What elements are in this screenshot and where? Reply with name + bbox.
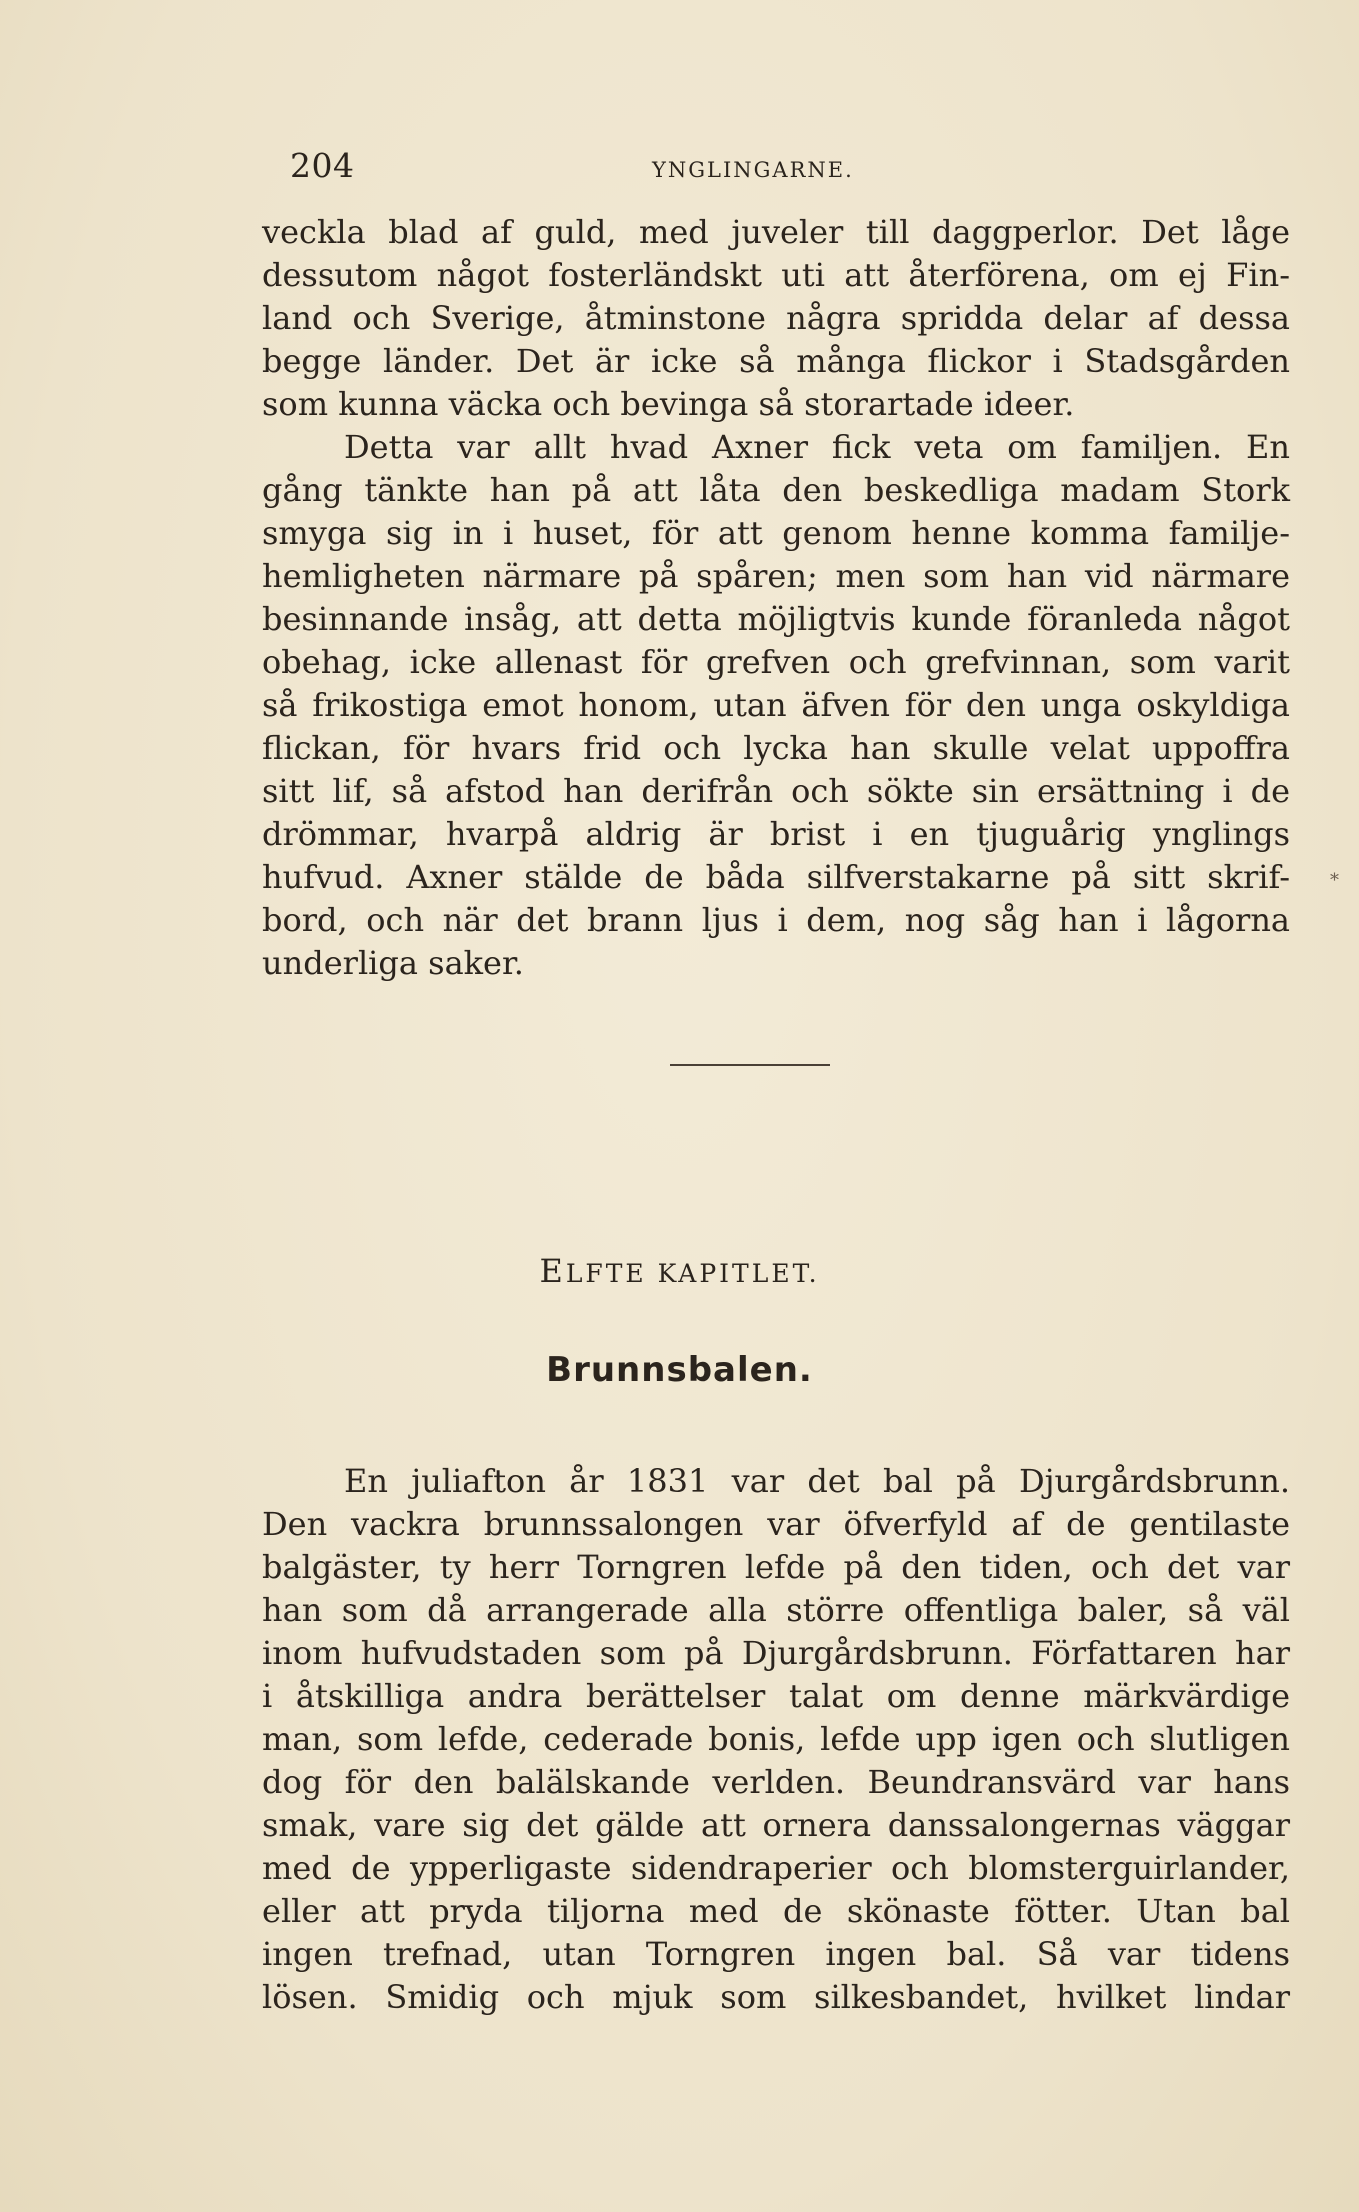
text-line: hemligheten närmare på spåren; men som han vid närmare: [262, 557, 1290, 595]
text-line: En juliafton år 1831 var det bal på Djurgårdsbrunn.: [344, 1462, 1290, 1500]
margin-mark: *: [1330, 870, 1339, 891]
section-divider: [670, 1064, 830, 1066]
text-line: land och Sverige, åtminstone några spridda delar af dessa: [262, 299, 1290, 337]
text-line: obehag, icke allenast för grefven och grefvinnan, som varit: [262, 643, 1290, 681]
text-line: besinnande insåg, att detta möjligtvis kunde föranleda något: [262, 600, 1290, 638]
text-line: begge länder. Det är icke så många flickor i Stadsgården: [262, 342, 1290, 380]
text-line: inom hufvudstaden som på Djurgårdsbrunn. Författaren har: [262, 1634, 1290, 1672]
text-line: lösen. Smidig och mjuk som silkesbandet, hvilket lindar: [262, 1978, 1290, 2016]
paragraph-2: [262, 426, 1290, 985]
text-line: han som då arrangerade alla större offentliga baler, så väl: [262, 1591, 1290, 1629]
page-header: [262, 140, 1287, 190]
text-line: smyga sig in i huset, för att genom henne komma familje-: [262, 514, 1290, 552]
chapter-heading-initial: E: [539, 1252, 566, 1290]
chapter-title: Brunnsbalen.: [546, 1350, 813, 1390]
text-line: underliga saker.: [262, 944, 524, 982]
text-line: man, som lefde, cederade bonis, lefde upp igen och slutligen: [262, 1720, 1290, 1758]
running-head: YNGLINGARNE.: [652, 158, 854, 182]
text-line: med de ypperligaste sidendraperier och blomsterguirlander,: [262, 1849, 1290, 1887]
text-line: Detta var allt hvad Axner fick veta om familjen. En: [344, 428, 1290, 466]
text-line: eller att pryda tiljorna med de skönaste fötter. Utan bal: [262, 1892, 1290, 1930]
text-line: flickan, för hvars frid och lycka han skulle velat uppoffra: [262, 729, 1290, 767]
chapter-heading-rest: LFTE KAPITLET.: [565, 1259, 820, 1288]
text-line: dessutom något fosterländskt uti att återförena, om ej Fin-: [262, 256, 1290, 294]
text-line: sitt lif, så afstod han derifrån och sökte sin ersättning i de: [262, 772, 1290, 810]
text-line: så frikostiga emot honom, utan äfven för den unga oskyldiga: [262, 686, 1290, 724]
text-line: Den vackra brunnssalongen var öfverfyld af de gentilaste: [262, 1505, 1290, 1543]
text-line: dog för den balälskande verlden. Beundransvärd var hans: [262, 1763, 1290, 1801]
text-line: drömmar, hvarpå aldrig är brist i en tjuguårig ynglings: [262, 815, 1290, 853]
text-line: i åtskilliga andra berättelser talat om denne märkvärdige: [262, 1677, 1290, 1715]
text-line: balgäster, ty herr Torngren lefde på den tiden, och det var: [262, 1548, 1290, 1586]
text-line: hufvud. Axner stälde de båda silfverstakarne på sitt skrif-: [262, 858, 1290, 896]
text-line: smak, vare sig det gälde att ornera danssalongernas väggar: [262, 1806, 1290, 1844]
text-line: ingen trefnad, utan Torngren ingen bal. Så var tidens: [262, 1935, 1290, 1973]
text-line: veckla blad af guld, med juveler till daggperlor. Det låge: [262, 213, 1290, 251]
chapter-heading: [0, 1252, 1359, 1290]
text-line: bord, och när det brann ljus i dem, nog såg han i lågorna: [262, 901, 1290, 939]
paragraph-3: [262, 1460, 1290, 2019]
text-line: gång tänkte han på att låta den beskedliga madam Stork: [262, 471, 1290, 509]
page-number: 204: [290, 146, 355, 185]
paragraph-1: [262, 211, 1290, 426]
text-line: som kunna väcka och bevinga så storartade ideer.: [262, 385, 1075, 423]
